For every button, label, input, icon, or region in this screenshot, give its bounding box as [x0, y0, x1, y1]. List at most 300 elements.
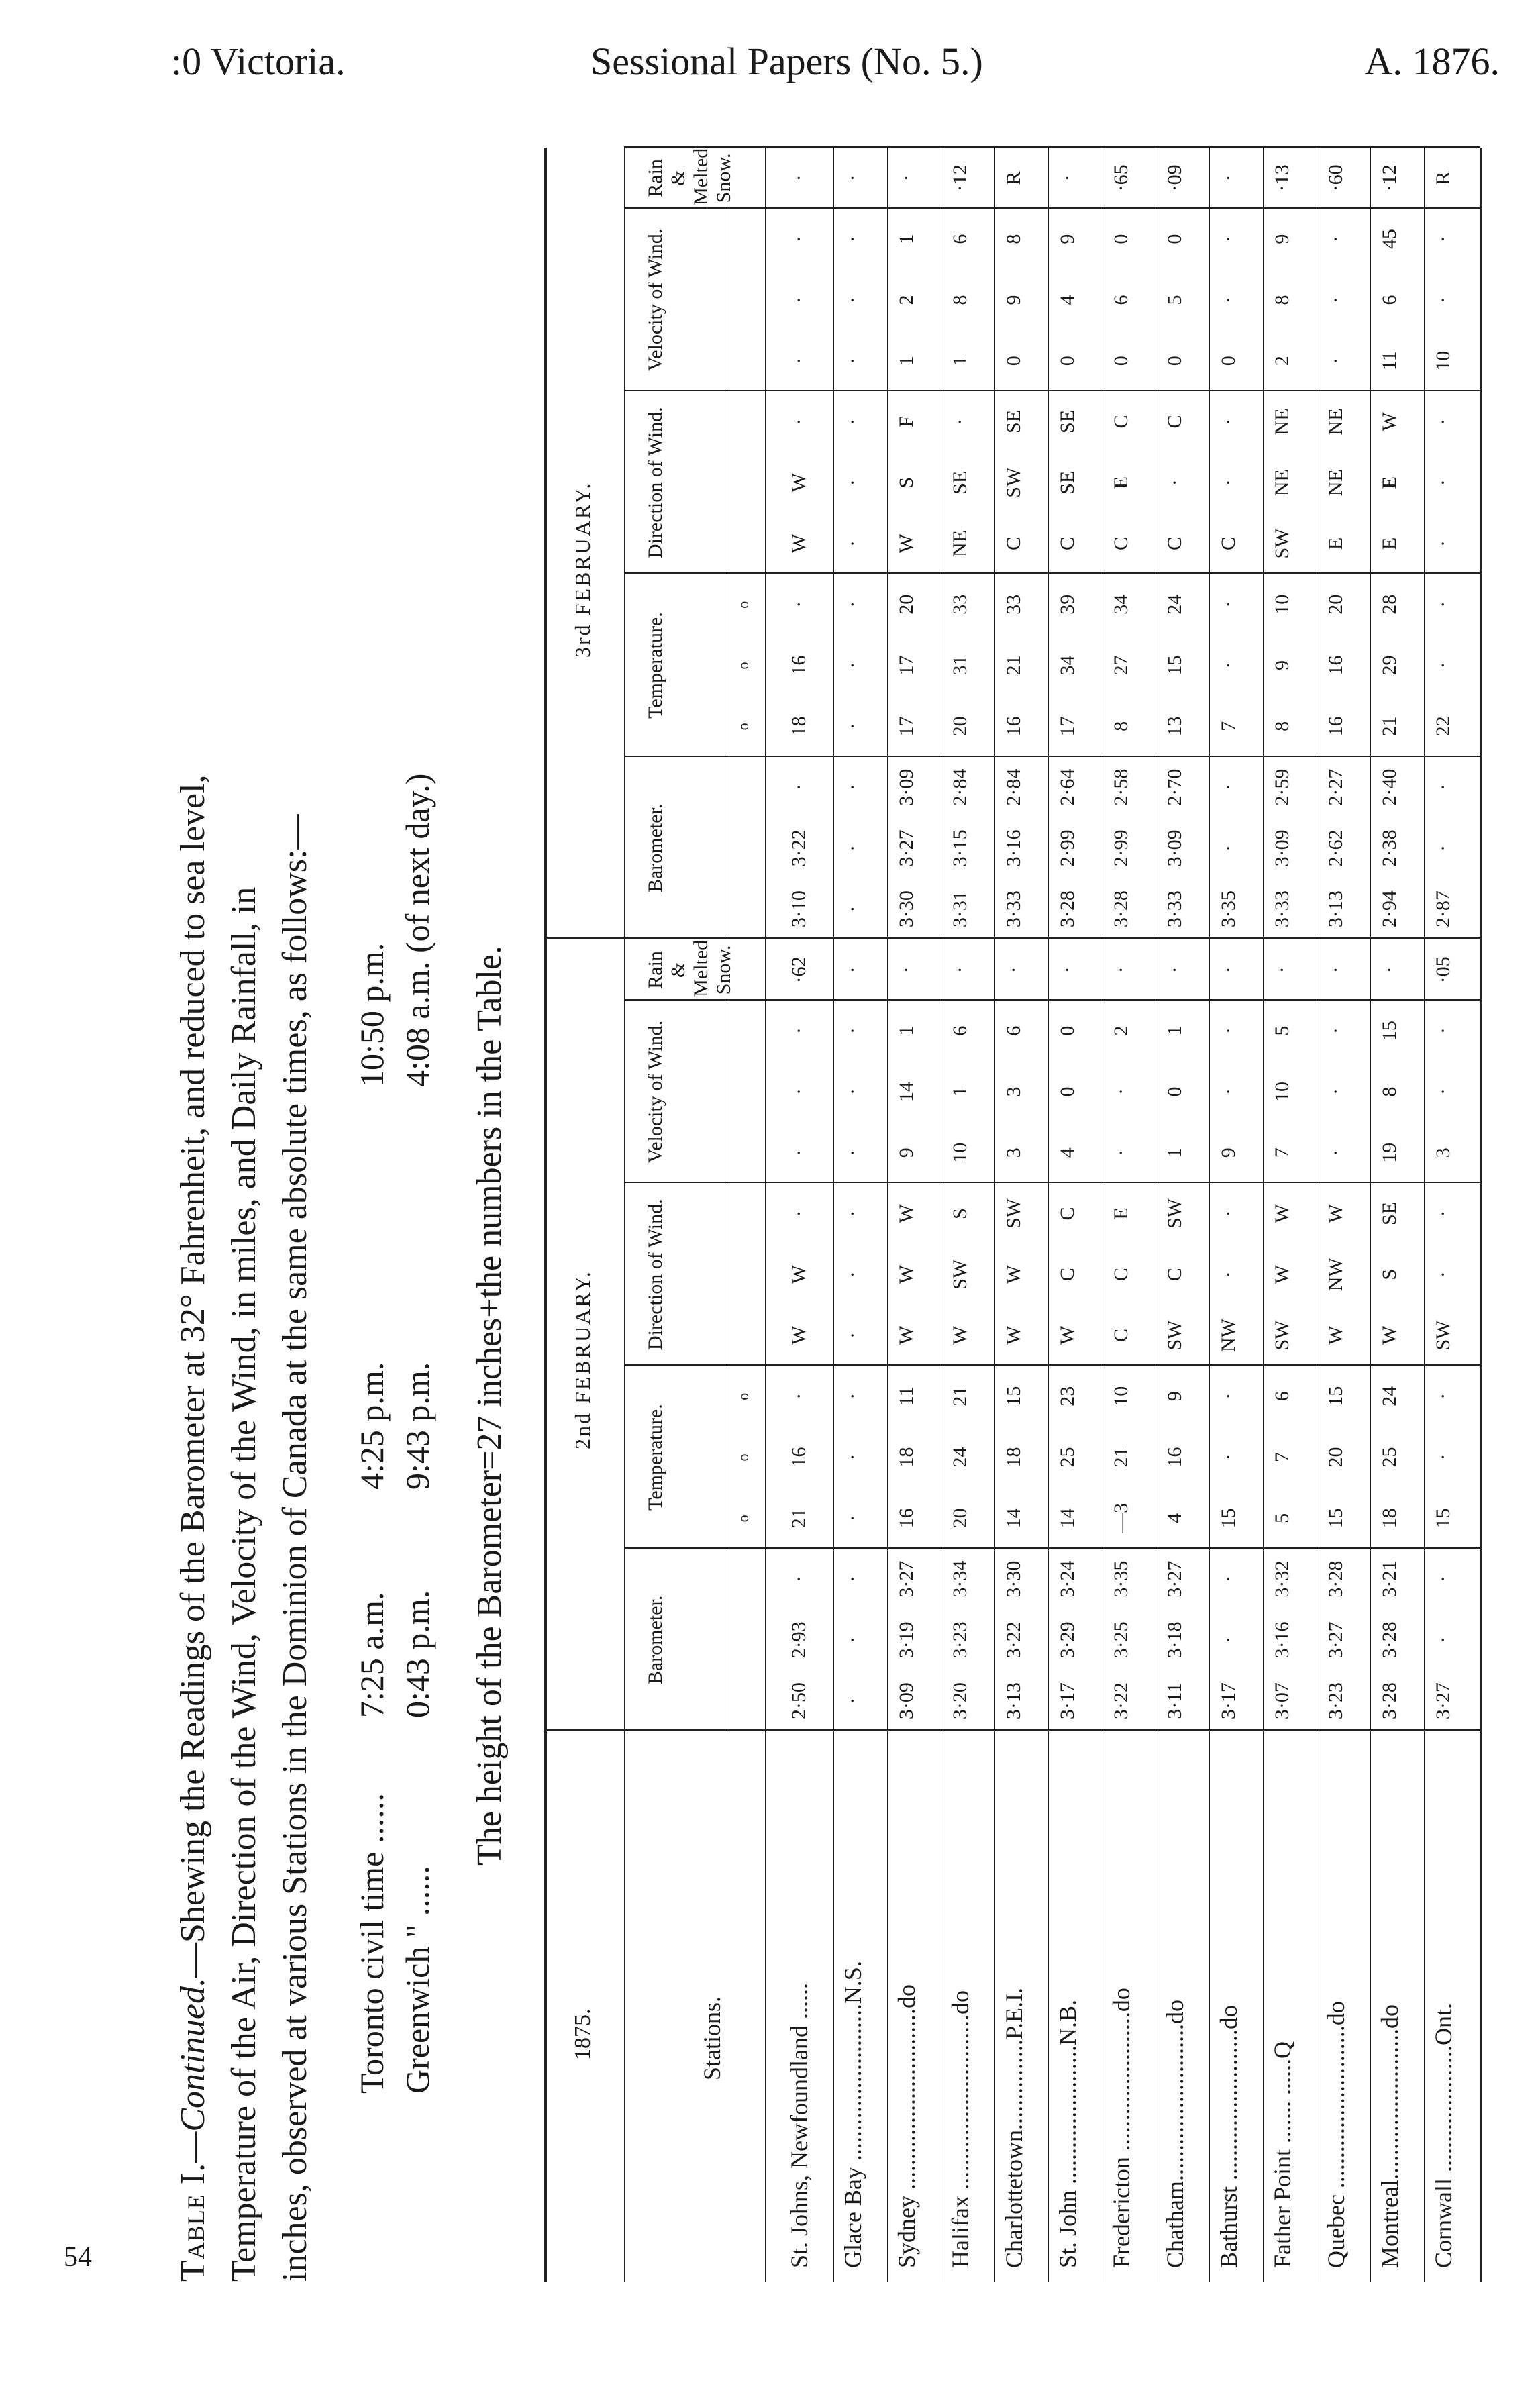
station-name: Bathurst .........................do [1215, 2005, 1242, 2268]
times-value: 9:43 p.m. [399, 1362, 436, 1490]
table-cell: · [1003, 966, 1025, 974]
table-cell: · [1432, 844, 1454, 852]
table-cell: · [1164, 479, 1186, 487]
row-rule [1209, 148, 1210, 2282]
table-cell: · [1432, 1576, 1454, 1583]
table-top-rule [544, 148, 547, 2282]
table-cell: · [1056, 174, 1078, 182]
table-cell: · [841, 174, 864, 182]
table-cell: · [788, 1210, 810, 1217]
table-cell: SE [949, 470, 971, 495]
table-cell: 3·32 [1271, 1560, 1293, 1598]
table-cell: 3·27 [1325, 1621, 1347, 1659]
table-cell: 11 [1378, 351, 1400, 371]
table-cell: · [788, 601, 810, 608]
table-cell: · [1217, 662, 1239, 669]
table-cell: 6 [949, 234, 971, 244]
row-rule [1424, 148, 1425, 2282]
table-cell: W [1271, 1265, 1293, 1284]
table-cell: · [1432, 296, 1454, 303]
table-cell: W [788, 533, 810, 554]
table-cell: 3·07 [1271, 1682, 1293, 1720]
table-cell: · [841, 1332, 864, 1339]
table-cell: W [1325, 1204, 1347, 1223]
table-cell: 18 [788, 716, 810, 737]
table-cell: 3·28 [1378, 1682, 1400, 1720]
caption-text-1: —Shewing the Readings of the Barometer at 32° Fahrenheit, and reduced to sea level, [174, 774, 212, 1978]
table-cell: · [788, 174, 810, 182]
column-group-rule [624, 1182, 1480, 1183]
table-cell: · [788, 1149, 810, 1156]
times-value: 4:08 a.m. (of next day.) [399, 773, 436, 1087]
table-cell: · [841, 1088, 864, 1095]
table-cell: · [841, 1515, 864, 1522]
table-cell: 0 [1056, 1086, 1078, 1097]
table-cell: · [1110, 1149, 1132, 1156]
table-cell: · [841, 1027, 864, 1035]
table-cell: 16 [1003, 716, 1025, 737]
table-cell: W [895, 1204, 917, 1223]
table-cell: 9 [1164, 1391, 1186, 1402]
table-cell: C [1056, 537, 1078, 551]
table-cell: 3·30 [1003, 1560, 1025, 1598]
table-cell: · [1432, 1088, 1454, 1095]
table-cell: NW [1325, 1258, 1347, 1292]
table-cell: 2·38 [1378, 829, 1400, 867]
table-cell: · [1217, 296, 1239, 303]
table-cell: · [1432, 784, 1454, 791]
table-cell: NE [949, 530, 971, 557]
column-header: Temperature. [644, 612, 666, 719]
table-cell: W [895, 533, 917, 554]
table-cell: 2·94 [1378, 890, 1400, 928]
table-cell: · [841, 1453, 864, 1461]
table-cell: · [841, 601, 864, 608]
table-cell: · [841, 723, 864, 730]
table-cell: · [841, 418, 864, 425]
table-cell: 2·84 [949, 768, 971, 806]
degree-mark: o [735, 662, 752, 670]
table-cell: 8 [1378, 1086, 1400, 1097]
table-cell: SW [949, 1259, 971, 1290]
table-cell: 2·58 [1110, 768, 1132, 806]
times-value: 0:43 p.m. [399, 1590, 436, 1718]
table-cell: 3 [1003, 1086, 1025, 1097]
table-cell: E [1325, 537, 1347, 550]
table-cell: 3·09 [895, 1682, 917, 1720]
row-rule [1048, 148, 1049, 2282]
table-cell: · [1217, 1453, 1239, 1461]
table-cell: · [895, 174, 917, 182]
barometer-height-note: The height of the Barometer=27 inches+the numbers in the Table. [470, 946, 509, 1866]
table-cell: ·09 [1164, 164, 1186, 192]
table-cell: W [895, 1265, 917, 1284]
table-cell: 3·35 [1110, 1560, 1132, 1598]
table-cell: 9 [1217, 1147, 1239, 1158]
table-cell: 18 [895, 1447, 917, 1468]
table-cell: 10 [1271, 1081, 1293, 1102]
table-cell: · [1432, 601, 1454, 608]
row-rule [833, 148, 834, 2282]
table-cell: SW [1003, 1198, 1025, 1229]
table-cell: 15 [1325, 1508, 1347, 1529]
table-cell: 3 [1003, 1147, 1025, 1158]
table-cell: 0 [1164, 356, 1186, 366]
table-cell: NE [1325, 469, 1347, 497]
table-cell: 17 [895, 655, 917, 676]
table-cell: 4 [1164, 1513, 1186, 1523]
table-cell: 3·22 [1003, 1621, 1025, 1659]
table-cell: 3·27 [895, 1560, 917, 1598]
table-cell: 17 [1056, 716, 1078, 737]
day-title-3: 3rd FEBRUARY. [570, 481, 595, 658]
table-cell: 34 [1056, 655, 1078, 676]
table-cell: 31 [949, 655, 971, 676]
table-cell: · [841, 357, 864, 364]
table-cell: 0 [1003, 356, 1025, 366]
table-cell: 24 [1378, 1386, 1400, 1407]
table-cell: 9 [1003, 295, 1025, 305]
table-cell: · [1432, 1027, 1454, 1035]
table-cell: 2·64 [1056, 768, 1078, 806]
table-cell: 16 [1325, 655, 1347, 676]
station-name: Cornwall .....................Ont. [1430, 2003, 1457, 2268]
rotated-page-body [154, 148, 1483, 2282]
row-rule [887, 148, 888, 2282]
stations-header: Stations. [699, 1996, 725, 2080]
table-cell: ·60 [1325, 164, 1347, 192]
table-cell: · [841, 844, 864, 852]
table-cell: 4 [1056, 295, 1078, 305]
table-cell: 3·23 [949, 1621, 971, 1659]
table-cell: C [1110, 415, 1132, 429]
table-cell: 3·28 [1056, 890, 1078, 928]
table-cell: 1 [1164, 1025, 1186, 1036]
table-cell: NE [1271, 469, 1293, 497]
table-cell: 3·13 [1003, 1682, 1025, 1720]
table-cell: 3·27 [895, 829, 917, 867]
table-cell: · [841, 1149, 864, 1156]
table-cell: 18 [1003, 1447, 1025, 1468]
running-head-center: Sessional Papers (No. 5.) [591, 40, 983, 83]
table-cell: 2·50 [788, 1682, 810, 1720]
table-cell: 14 [1056, 1508, 1078, 1529]
table-cell: · [841, 1271, 864, 1278]
table-cell: 0 [1164, 1086, 1186, 1097]
table-cell: SE [1003, 409, 1025, 433]
column-header: Temperature. [644, 1404, 666, 1511]
table-cell: 0 [1056, 1025, 1078, 1036]
table-cell: · [1217, 1271, 1239, 1278]
table-cell: 22 [1432, 716, 1454, 737]
table-bottom-rule [1480, 148, 1482, 2282]
table-cell: 2 [1110, 1025, 1132, 1036]
table-cell: · [841, 1636, 864, 1643]
table-cell: 3 [1432, 1147, 1454, 1158]
table-cell: · [895, 966, 917, 974]
table-cell: ·12 [949, 164, 971, 192]
table-cell: · [1271, 966, 1293, 974]
table-cell: 3·33 [1271, 890, 1293, 928]
table-cell: · [841, 905, 864, 913]
table-cell: 3·24 [1056, 1560, 1078, 1598]
table-cell: 3·33 [1003, 890, 1025, 928]
table-cell: · [1110, 1088, 1132, 1095]
table-cell: · [788, 357, 810, 364]
table-cell: 6 [949, 1025, 971, 1036]
table-cell: 6 [1110, 295, 1132, 305]
table-cell: W [1056, 1325, 1078, 1345]
table-cell: · [1432, 236, 1454, 243]
table-cell: 25 [1056, 1447, 1078, 1468]
table-cell: C [1164, 537, 1186, 551]
table-cell: 33 [1003, 594, 1025, 615]
degree-mark: o [735, 1453, 752, 1462]
table-cell: 4 [1056, 1147, 1078, 1158]
station-name: Glace Bay ..........................N.S. [839, 1961, 866, 2268]
table-cell: 25 [1378, 1447, 1400, 1468]
table-cell: C [1164, 1268, 1186, 1282]
caption-text-3: inches, observed at various Stations in the Dominion of Canada at the same absolute times, as follows:— [276, 814, 314, 2282]
table-cell: · [1432, 540, 1454, 547]
column-group-rule [624, 756, 1480, 757]
day-title-2: 2nd FEBRUARY. [570, 1270, 595, 1449]
column-group-rule [624, 999, 1480, 1001]
table-cell: 14 [895, 1081, 917, 1102]
table-cell: C [1110, 1268, 1132, 1282]
table-cell: · [1217, 966, 1239, 974]
table-cell: 21 [1378, 716, 1400, 737]
times-place: Toronto civil time ...... [353, 1793, 391, 2094]
table-cell: · [1217, 844, 1239, 852]
station-name: Sydney ..............................do [893, 1984, 920, 2268]
table-cell: 39 [1056, 594, 1078, 615]
table-cell: 8 [1003, 234, 1025, 244]
table-cell: 16 [788, 655, 810, 676]
day-title-rule [624, 148, 625, 939]
table-cell: 21 [788, 1508, 810, 1529]
table-cell: 3·16 [1271, 1621, 1293, 1659]
table-cell: 6 [1003, 1025, 1025, 1036]
column-group-rule [624, 572, 1480, 574]
table-cell: · [1325, 236, 1347, 243]
table-cell: 3·17 [1056, 1682, 1078, 1720]
table-cell: 1 [949, 1086, 971, 1097]
degree-mark: o [735, 601, 752, 609]
table-cell: 3·28 [1325, 1560, 1347, 1598]
table-cell: 11 [895, 1386, 917, 1407]
table-cell: E [1110, 476, 1132, 489]
column-header: Velocity of Wind. [644, 228, 666, 372]
table-cell: 3·22 [788, 829, 810, 867]
table-cell: · [788, 418, 810, 425]
table-cell: · [1432, 1210, 1454, 1217]
table-cell: SW [1164, 1198, 1186, 1229]
table-cell: 3·16 [1003, 829, 1025, 867]
table-cell: 2·70 [1164, 768, 1186, 806]
table-cell: 20 [949, 1508, 971, 1529]
table-cell: 3·35 [1217, 890, 1239, 928]
page-number: 54 [64, 2242, 92, 2273]
table-cell: 7 [1271, 1452, 1293, 1463]
table-cell: E [1378, 476, 1400, 489]
table-cell: 3·28 [1378, 1621, 1400, 1659]
table-cell: 3·23 [1325, 1682, 1347, 1720]
times-value: 4:25 p.m. [353, 1362, 391, 1490]
station-name: Halifax .............................do [947, 1990, 974, 2268]
station-name: St. Johns, Newfoundland ...... [786, 1983, 813, 2268]
table-cell: · [1432, 418, 1454, 425]
year-rule [624, 1731, 625, 2282]
times-value: 7:25 a.m. [353, 1592, 391, 1718]
table-cell: R [1003, 171, 1025, 185]
table-cell: 2·99 [1110, 829, 1132, 867]
table-cell: 6 [1271, 1391, 1293, 1402]
table-cell: 16 [1325, 716, 1347, 737]
table-cell: 10 [1271, 594, 1293, 615]
table-cell: 8 [949, 295, 971, 305]
table-cell: · [788, 1088, 810, 1095]
table-cell: SW [1271, 528, 1293, 559]
table-cell: 3·27 [1164, 1560, 1186, 1598]
table-cell: 3·33 [1164, 890, 1186, 928]
table-cell: S [895, 476, 917, 489]
table-cell: · [841, 1210, 864, 1217]
table-cell: 16 [895, 1508, 917, 1529]
table-cell: 5 [1271, 1025, 1293, 1036]
table-cell: 2·40 [1378, 768, 1400, 806]
table-cell: 15 [1325, 1386, 1347, 1407]
table-cell: · [1325, 1088, 1347, 1095]
table-cell: 24 [1164, 594, 1186, 615]
table-cell: 8 [1271, 295, 1293, 305]
table-cell: SW [1271, 1320, 1293, 1351]
table-cell: · [841, 540, 864, 547]
table-cell: W [1378, 1325, 1400, 1345]
table-cell: · [1378, 966, 1400, 974]
table-cell: 29 [1378, 655, 1400, 676]
table-cell: · [788, 1392, 810, 1400]
table-cell: 7 [1217, 721, 1239, 731]
table-cell: 15 [1217, 1508, 1239, 1529]
day-title-rule [624, 939, 625, 1731]
table-cell: 15 [1003, 1386, 1025, 1407]
table-cell: 3·09 [1271, 829, 1293, 867]
table-cell: · [1325, 1027, 1347, 1035]
table-cell: · [788, 784, 810, 791]
table-cell: E [1378, 537, 1400, 550]
table-cell: 2·62 [1325, 829, 1347, 867]
column-header: Velocity of Wind. [644, 1020, 666, 1164]
table-cell: 6 [1378, 295, 1400, 305]
header-bottom-rule [765, 148, 766, 2282]
table-cell: · [1432, 1636, 1454, 1643]
table-cell: 1 [949, 356, 971, 366]
station-name: St. John .......................N.B. [1054, 1999, 1081, 2268]
table-cell: · [841, 236, 864, 243]
station-name: Fredericton .......................do [1108, 1988, 1135, 2268]
table-cell: E [1110, 1207, 1132, 1220]
table-cell: 5 [1164, 295, 1186, 305]
table-cell: 2 [1271, 356, 1293, 366]
table-cell: W [1325, 1325, 1347, 1345]
column-header: Rain & Melted Snow. [644, 148, 735, 205]
table-cell: W [788, 473, 810, 493]
table-cell: 14 [1003, 1508, 1025, 1529]
table-cell: NE [1325, 408, 1347, 436]
observation-times [349, 550, 440, 2094]
degree-mark: o [735, 1515, 752, 1523]
table-cell: 2·84 [1003, 768, 1025, 806]
table-cell: · [1432, 479, 1454, 487]
table-cell: ·65 [1110, 164, 1132, 192]
column-group-rule [624, 1364, 1480, 1366]
table-cell: 3·09 [895, 768, 917, 806]
table-cell: W [1003, 1325, 1025, 1345]
table-cell: NE [1271, 408, 1293, 436]
table-cell: ·62 [788, 956, 810, 984]
table-cell: 0 [1056, 356, 1078, 366]
table-cell: SW [1003, 467, 1025, 498]
times-value: 10:50 p.m. [353, 942, 391, 1087]
table-cell: 33 [949, 594, 971, 615]
table-cell: C [1056, 1207, 1078, 1221]
table-cell: 3·22 [1110, 1682, 1132, 1720]
table-cell: 3·17 [1217, 1682, 1239, 1720]
table-cell: 21 [1003, 655, 1025, 676]
table-cell: 16 [788, 1447, 810, 1468]
table-cell: C [1110, 537, 1132, 551]
table-cell: 3·11 [1164, 1682, 1186, 1719]
table-cell: W [949, 1325, 971, 1345]
table-cell: · [788, 236, 810, 243]
table-cell: 3·09 [1164, 829, 1186, 867]
stations-column-rule [544, 1729, 1480, 1731]
table-cell: ·05 [1432, 956, 1454, 984]
table-cell: S [949, 1208, 971, 1219]
column-header: Barometer. [644, 803, 666, 893]
table-cell: SE [1378, 1201, 1400, 1225]
table-cell: · [1217, 784, 1239, 791]
table-cell: 18 [1378, 1508, 1400, 1529]
table-cell: NW [1217, 1319, 1239, 1352]
table-cell: · [788, 296, 810, 303]
table-cell: 2·93 [788, 1621, 810, 1659]
table-cell: R [1432, 171, 1454, 185]
table-cell: C [1056, 1268, 1078, 1282]
table-cell: 2·59 [1271, 768, 1293, 806]
table-cell: 10 [1110, 1386, 1132, 1407]
table-cell: 0 [1217, 356, 1239, 366]
table-cell: 21 [1110, 1447, 1132, 1468]
column-group-rule [624, 146, 1480, 148]
table-cell: 1 [895, 1025, 917, 1036]
table-cell: SW [1432, 1320, 1454, 1351]
table-cell: C [1110, 1329, 1132, 1343]
year-label: 1875. [570, 2008, 595, 2060]
table-cell: C [1217, 537, 1239, 551]
table-cell: 10 [1432, 350, 1454, 371]
table-cell: 1 [1164, 1147, 1186, 1158]
row-rule [1370, 148, 1371, 2282]
table-cell: 9 [895, 1147, 917, 1158]
table-cell: 3·30 [895, 890, 917, 928]
table-cell: · [1217, 418, 1239, 425]
table-cell: · [1056, 966, 1078, 974]
table-cell: ·13 [1271, 164, 1293, 192]
table-cell: 7 [1271, 1147, 1293, 1158]
table-cell: 1 [895, 356, 917, 366]
